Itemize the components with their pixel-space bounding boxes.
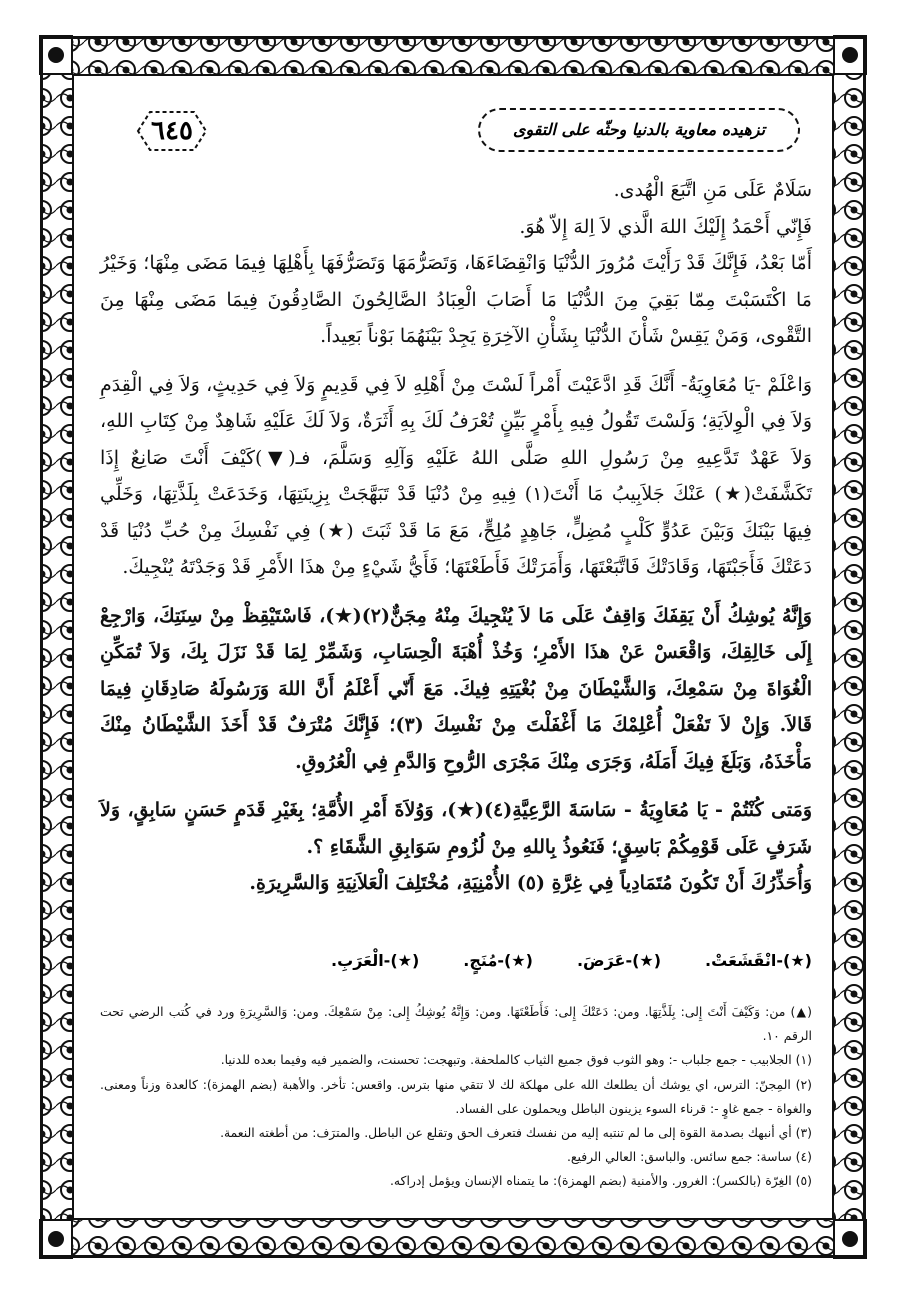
chapter-title: تزهيده معاوية بالدنيا وحثّه على التقوى [478,108,800,152]
paragraph-dunya: أَمّا بَعْدُ، فَإِنَّكَ قَدْ رَأَيْتَ مُرُورَ الدُّنْيَا وَانْقِضَاءَهَا، وَتَصَرُّمَهَا وَتَصَرُّفَهَا بِأَهْلِهَا فِيمَا مَضَى مِنْهَا؛ وَخَيْرُ مَا اكْتَسَبْتَ مِمّا بَقِيَ مِنَ الدُّنْيَا مَا أَصَابَ الْعِبَادُ الصَّالِحُونَ الصَّادِقُونَ فِيمَا مَضَى مِنْهَا مِنَ التَّقْوى، وَمَنْ يَقِسْ شَأْنَ الدُّنْيَا بِشَأْنِ الآخِرَةِ يَجِدْ بَيْنَهُمَا بَوْناً بَعِيداً. [100,252,812,347]
variant-glossary [100,951,812,970]
paragraph-rulers: وَمَتى كُنْتُمْ - يَا مُعَاوِيَةُ - سَاسَةَ الرَّعِيَّةِ(٤)(★)، وَوُلاَةَ أَمْرِ الأُمَّةِ؛ بِغَيْرِ قَدَمٍ حَسَنٍ سَابِقٍ، وَلاَ شَرَفٍ عَلَى قَوْمِكُمْ بَاسِقٍ؛ فَنَعُوذُ بِاللهِ مِنْ لُزُومِ سَوَابِقِ الشَّقَاءِ ؟. [100,799,812,858]
glossary-item: (★)-انْقَشَعَتْ. [705,951,812,970]
footnote-5: (٥) الغِرّة (بالكسر): الغرور. والأمنية (بضم الهمزة): ما يتمناه الإنسان ويؤمل إدراكه. [389,1173,812,1189]
paragraph-caution: وَأُحَذِّرُكَ أَنْ تَكُونَ مُتَمَادِياً فِي غِرَّةِ (٥) الأُمْنِيَةِ، مُخْتَلِفَ الْعَلاَنِيَةِ وَالسَّرِيرَةِ. [249,872,812,894]
footnote-4: (٤) ساسة: جمع سائس. والباسق: العالي الرفيع. [566,1149,812,1165]
page-number: ٦٤٥ [151,116,193,146]
footnote-source: (▲) من: وَكَيْفَ أَنْتَ إِلى: بِلَذَّتِهَا. ومن: دَعَتْكَ إِلى: فَأَطَعْتَهَا. ومن: وَإِنَّهُ يُوشِكُ إِلى: مِنْ سَمْعِكَ. ومن: وَالسَّرِيرَةِ ورد في كُتب الرضي تحت الرقم ١٠. [100,1004,812,1044]
paragraph-praise: فَإِنّي أَحْمَدُ إِلَيْكَ اللهَ الَّذي لاَ اِلهَ إِلاّ هُوَ. [519,215,812,238]
footnote-1: (١) الجلابيب - جمع جلباب -: وهو الثوب فوق جميع الثياب كالملحفة. وتبهجت: تحسنت، والضمير فيه وفيما بعده للدنيا. [220,1052,812,1068]
glossary-item: (★)-مُنَجٍ. [463,951,533,970]
glossary-item: (★)-الْعَرَبِ. [331,951,420,970]
paragraph-claim: وَاعْلَمْ -يَا مُعَاوِيَةُ- أَنَّكَ قَدِ ادَّعَيْتَ أَمْراً لَسْتَ مِنْ أَهْلِهِ لاَ فِي قَدِيمٍ وَلاَ فِي حَدِيثٍ، وَلاَ فِي الْقِدَمِ وَلاَ فِي الْوِلاَيَةِ؛ وَلَسْتَ تَقُولُ فِيهِ بِأَمْرٍ بَيِّنٍ تُعْرَفُ لَكَ بِهِ أَثَرَةٌ، وَلاَ لَكَ عَلَيْهِ شَاهِدٌ مِنْ كِتَابِ اللهِ، وَلاَ عَهْدٌ تَدَّعِيهِ مِنْ رَسُولِ اللهِ صَلَّى اللهُ عَلَيْهِ وَآلِهِ وَسَلَّمَ، فـ(▼)كَيْفَ أَنْتَ صَانِعٌ إِذَا تَكَشَّفَتْ(★) عَنْكَ جَلاَبِيبُ مَا أَنْتَ(١) فِيهِ مِنْ دُنْيَا قَدْ تَبَهَّجَتْ بِزِينَتِهَا، وَخَدَعَتْ بِلَذَّتِهَا، وَخَلِّي فِيهَا بَيْنَكَ وَبَيْنَ عَدُوٍّ كَلْبٍ مُضِلٍّ، جَاهِدٍ مُلِحٍّ، مَعَ مَا قَدْ ثَبَتَ (★) فِي نَفْسِكَ مِنْ حُبِّ دُنْيَا قَدْ دَعَتْكَ فَأَجَبْتَهَا، وَقَادَتْكَ فَاتَّبَعْتَهَا، وَأَمَرَتْكَ فَأَطَعْتَهَا؛ فَأَيُّ شَيْءٍ مِنْ هذَا الأَمْرِ قَدْ وَجَدْتَهُ يُنْجِيكَ. [100,373,812,578]
footnotes [100,1000,812,1194]
footnote-2: (٢) المِجنّ: الترس، اي يوشك أن يطلعك الله على مهلكة لك لا تتقي منها بترس. واقعس: تأخر. والأهبة (بضم الهمزة): كالعدة وزناً ومعنى. والغواة - جمع غاوٍ -: قرناء السوء يزينون الباطل ويحملون على الفساد. [100,1076,812,1116]
main-text [100,172,812,902]
paragraph-salutation: سَلَامٌ عَلَى مَنِ اتَّبَعَ الْهُدى. [613,179,812,201]
glossary-item: (★)-عَرَضَ. [576,951,662,970]
footnote-3: (٣) أي أنبهك بصدمة القوة إلى ما لم تنتبه إليه من نفسك فتعرف الحق وتقلع عن الباطل. والمترَف: من أطغته النعمة. [220,1125,812,1141]
paragraph-warning: وَإِنَّهُ يُوشِكُ أَنْ يَقِفَكَ وَاقِفٌ عَلَى مَا لاَ يُنْجِيكَ مِنْهُ مِجَنٌّ(٢)(★)، فَاسْتَيْقِظْ مِنْ سِنَتِكَ، وَارْجِعْ إِلَى خَالِقِكَ، وَاقْعَسْ عَنْ هذَا الأَمْرِ؛ وَخُذْ أُهْبَةَ الْحِسَابِ، وَشَمِّرْ لِمَا قَدْ نَزَلَ بِكَ، وَلاَ تُمَكِّنِ الْغُوَاةَ مِنْ سَمْعِكَ، وَالشَّيْطَانَ مِنْ بُغْيَتِهِ فِيكَ. مَعَ أَنّي أَعْلَمُ أَنَّ اللهَ وَرَسُولَهُ صَادِقَانِ فِيمَا قَالاَ. وَإِنْ لاَ تَفْعَلْ أُعْلِمْكَ مَا أَغْفَلْتَ مِنْ نَفْسِكَ (٣)؛ فَإِنَّكَ مُتْرَفٌ قَدْ أَخَذَ الشَّيْطَانُ مِنْكَ مَأْخَذَهُ، وَبَلَغَ فِيكَ أَمَلَهُ، وَجَرَى مِنْكَ مَجْرَى الرُّوحِ وَالدَّمِ فِي الْعُرُوقِ. [100,604,813,773]
